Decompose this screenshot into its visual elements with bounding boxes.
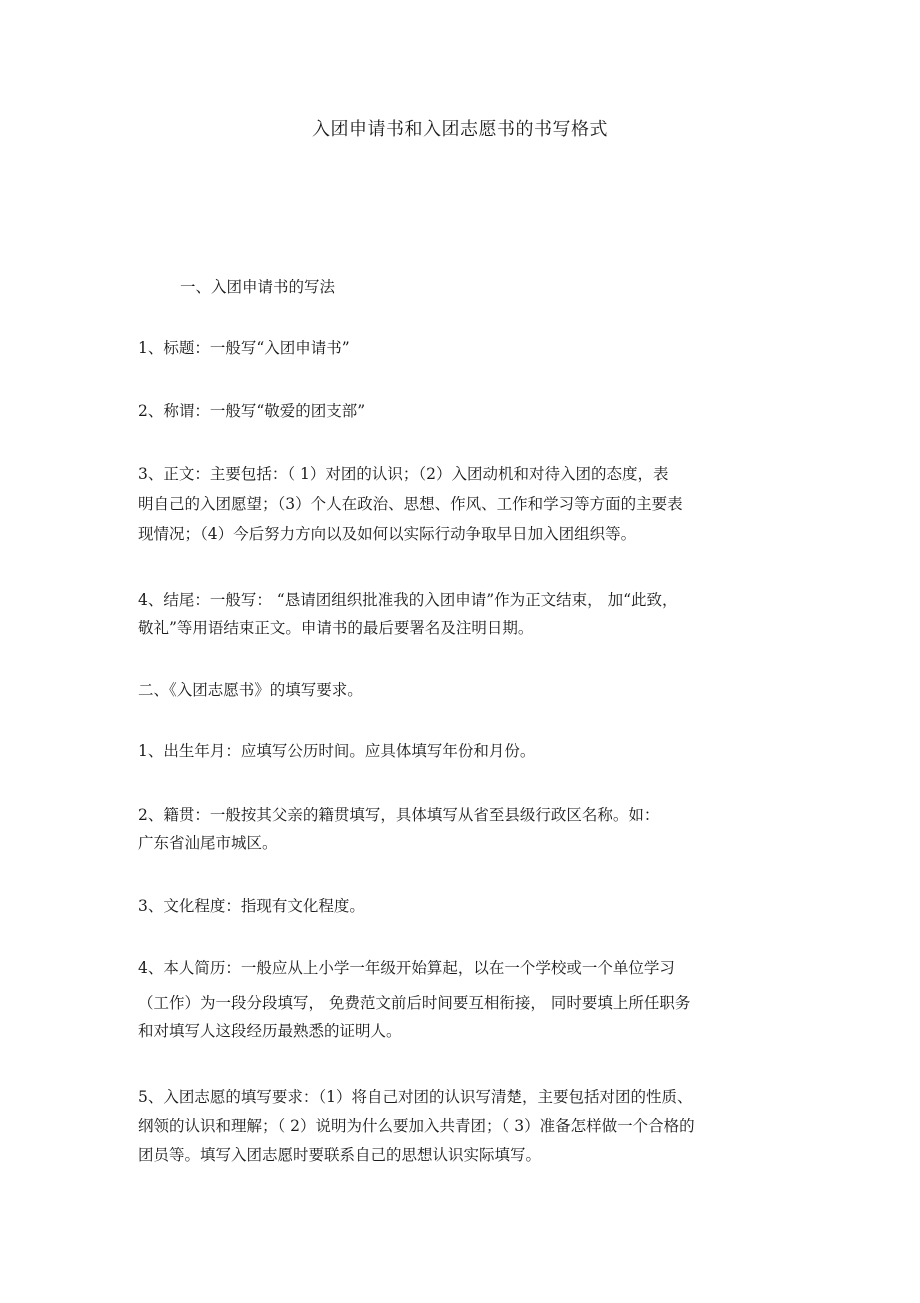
section2-item2-line1: 2、籍贯：一般按其父亲的籍贯填写，具体填写从省至县级行政区名称。如： xyxy=(138,806,660,824)
section2-item5-line3: 团员等。填写入团志愿时要联系自己的思想认识实际填写。 xyxy=(138,1146,542,1164)
section1-item4-line1: 4、结尾：一般写： “恳请团组织批准我的入团申请”作为正文结束， 加“此致， xyxy=(138,591,678,609)
section1-item4-line2: 敬礼”等用语结束正文。申请书的最后要署名及注明日期。 xyxy=(138,619,534,637)
section2-item1: 1、出生年月：应填写公历时间。应具体填写年份和月份。 xyxy=(138,742,536,760)
section2-item4-line1: 4、本人简历：一般应从上小学一年级开始算起，以在一个学校或一个单位学习 xyxy=(138,959,675,977)
section1-item3-line1: 3、正文：主要包括：（ 1）对团的认识；（2）入团动机和对待入团的态度，表 xyxy=(138,465,669,483)
section2-item4-line3: 和对填写人这段经历最熟悉的证明人。 xyxy=(138,1022,402,1040)
section2-item3: 3、文化程度：指现有文化程度。 xyxy=(138,897,365,915)
section2-item2-line2: 广东省汕尾市城区。 xyxy=(138,834,278,852)
section1-heading: 一、入团申请书的写法 xyxy=(180,278,336,296)
document-title: 入团申请书和入团志愿书的书写格式 xyxy=(312,119,608,140)
section2-item5-line2: 纲领的认识和理解；（ 2）说明为什么要加入共青团；（ 3）准备怎样做一个合格的 xyxy=(138,1117,695,1135)
section1-item3-line3: 现情况；（4）今后努力方向以及如何以实际行动争取早日加入团组织等。 xyxy=(138,525,637,543)
section2-item5-line1: 5、入团志愿的填写要求：（1）将自己对团的认识写清楚，主要包括对团的性质、 xyxy=(138,1088,693,1106)
section2-item4-line2: （工作）为一段分段填写， 免费范文前后时间要互相衔接， 同时要填上所任职务 xyxy=(138,994,691,1012)
section1-item3-line2: 明自己的入团愿望；（3）个人在政治、思想、作风、工作和学习等方面的主要表 xyxy=(138,495,683,513)
section1-item1: 1、标题：一般写“入团申请书” xyxy=(138,339,350,357)
section1-item2: 2、称谓：一般写“敬爱的团支部” xyxy=(138,402,366,420)
section2-heading: 二、《入团志愿书》的填写要求。 xyxy=(138,681,363,699)
